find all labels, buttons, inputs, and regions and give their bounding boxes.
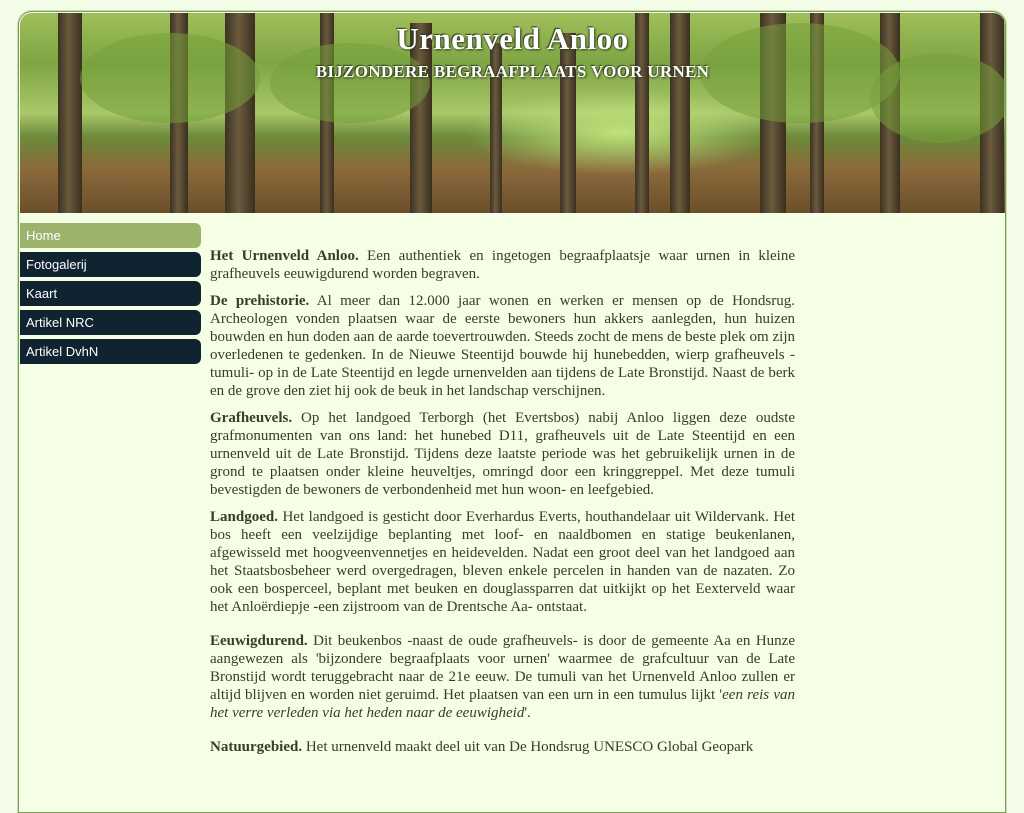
paragraph-heading: De prehistorie. <box>210 293 310 309</box>
paragraph-text: Dit beukenbos -naast de oude grafheuvels- is door de gemeente Aa en Hunze aangewezen als 'bijzondere begraafplaats voor urnen' waarmee de grafcultuur van de Late Bronstijd wordt teruggebracht naar de 21e eeuw. De tumuli van het Urnenveld Anloo zullen er altijd blijven en worden niet geruimd. Het plaatsen van een urn in een tumulus lijkt ' <box>210 633 795 703</box>
nav-item-fotogalerij[interactable]: Fotogalerij <box>20 252 201 277</box>
paragraph-tail: '. <box>524 705 531 721</box>
paragraph-heading: Eeuwigdurend. <box>210 633 308 649</box>
site-subtitle: BIJZONDERE BEGRAAFPLAATS VOOR URNEN <box>315 62 710 81</box>
paragraph-grafheuvels <box>210 409 795 499</box>
sidebar-nav <box>20 223 201 368</box>
paragraph-landgoed <box>210 508 795 616</box>
paragraph-text: Een authentiek en ingetogen begraafplaatsje waar urnen in kleine grafheuvels eeuwigdurend worden begraven. <box>210 248 795 282</box>
paragraph-text: Al meer dan 12.000 jaar wonen en werken er mensen op de Hondsrug. Archeologen vonden plaatsen waar de eerste bewoners hun akkers aanlegden, hun huizen bouwden en hun doden aan de aarde toevertrouwden. Steeds zocht de mens de beste plek om zijn overledenen te gedenken. In de Nieuwe Steentijd bouwde hij hunebedden, wierp grafheuvels -tumuli- op in de Late Steentijd en legde urnenvelden aan tijdens de Late Bronstijd. Naast de berk en de grove den ziet hij ook de beuk in het landschap verschijnen. <box>210 293 796 399</box>
nav-item-home[interactable]: Home <box>20 223 201 248</box>
paragraph-natuurgebied <box>210 738 795 756</box>
page-frame <box>18 11 1006 813</box>
paragraph-heading: Het Urnenveld Anloo. <box>210 248 359 264</box>
paragraph-quote: een reis van het verre verleden via het heden naar de eeuwigheid <box>210 687 795 721</box>
paragraph-heading: Grafheuvels. <box>210 410 293 426</box>
nav-item-kaart[interactable]: Kaart <box>20 281 201 306</box>
nav-item-artikel-dvhn[interactable]: Artikel DvhN <box>20 339 201 364</box>
main-content <box>210 247 795 765</box>
paragraph-text: Het urnenveld maakt deel uit van De Hondsrug UNESCO Global Geopark <box>302 739 754 755</box>
paragraph-text: Het landgoed is gesticht door Everhardus Everts, houthandelaar uit Wildervank. Het bos heeft een veelzijdige beplanting met loof- en naaldbomen en statige beukenlanen, afgewisseld met hoogveenvennetjes en heidevelden. Nadat een groot deel van het landgoed aan het Staatsbosbeheer werd overgedragen, bleven enkele percelen in handen van de nazaten. Zo ook een bosperceel, beplant met beuken en douglassparren dat uitkijkt op het Eexterveld waar het Anloërdiepje -een zijstroom van de Drentsche Aa- ontstaat. <box>210 509 795 615</box>
nav-item-artikel-nrc[interactable]: Artikel NRC <box>20 310 201 335</box>
paragraph-text: Op het landgoed Terborgh (het Evertsbos) nabij Anloo liggen deze oudste grafmonumenten van ons land: het hunebed D11, grafheuvels uit de Late Steentijd en een urnenveld uit de Late Bronstijd. Tijdens deze laatste periode was het gebruikelijk urnen in de grond te plaatsen onder kleine heuveltjes, omringd door een kringgreppel. Met deze tumuli bevestigden de bewoners de verbondenheid met hun woon- en leefgebied. <box>210 410 795 498</box>
header-banner <box>20 13 1005 213</box>
paragraph-eeuwigdurend <box>210 632 795 722</box>
paragraph-heading: Natuurgebied. <box>210 739 303 755</box>
paragraph-heading: Landgoed. <box>210 509 278 525</box>
site-title: Urnenveld Anloo <box>396 21 629 56</box>
paragraph-prehistorie <box>210 292 795 400</box>
paragraph-intro <box>210 247 795 283</box>
